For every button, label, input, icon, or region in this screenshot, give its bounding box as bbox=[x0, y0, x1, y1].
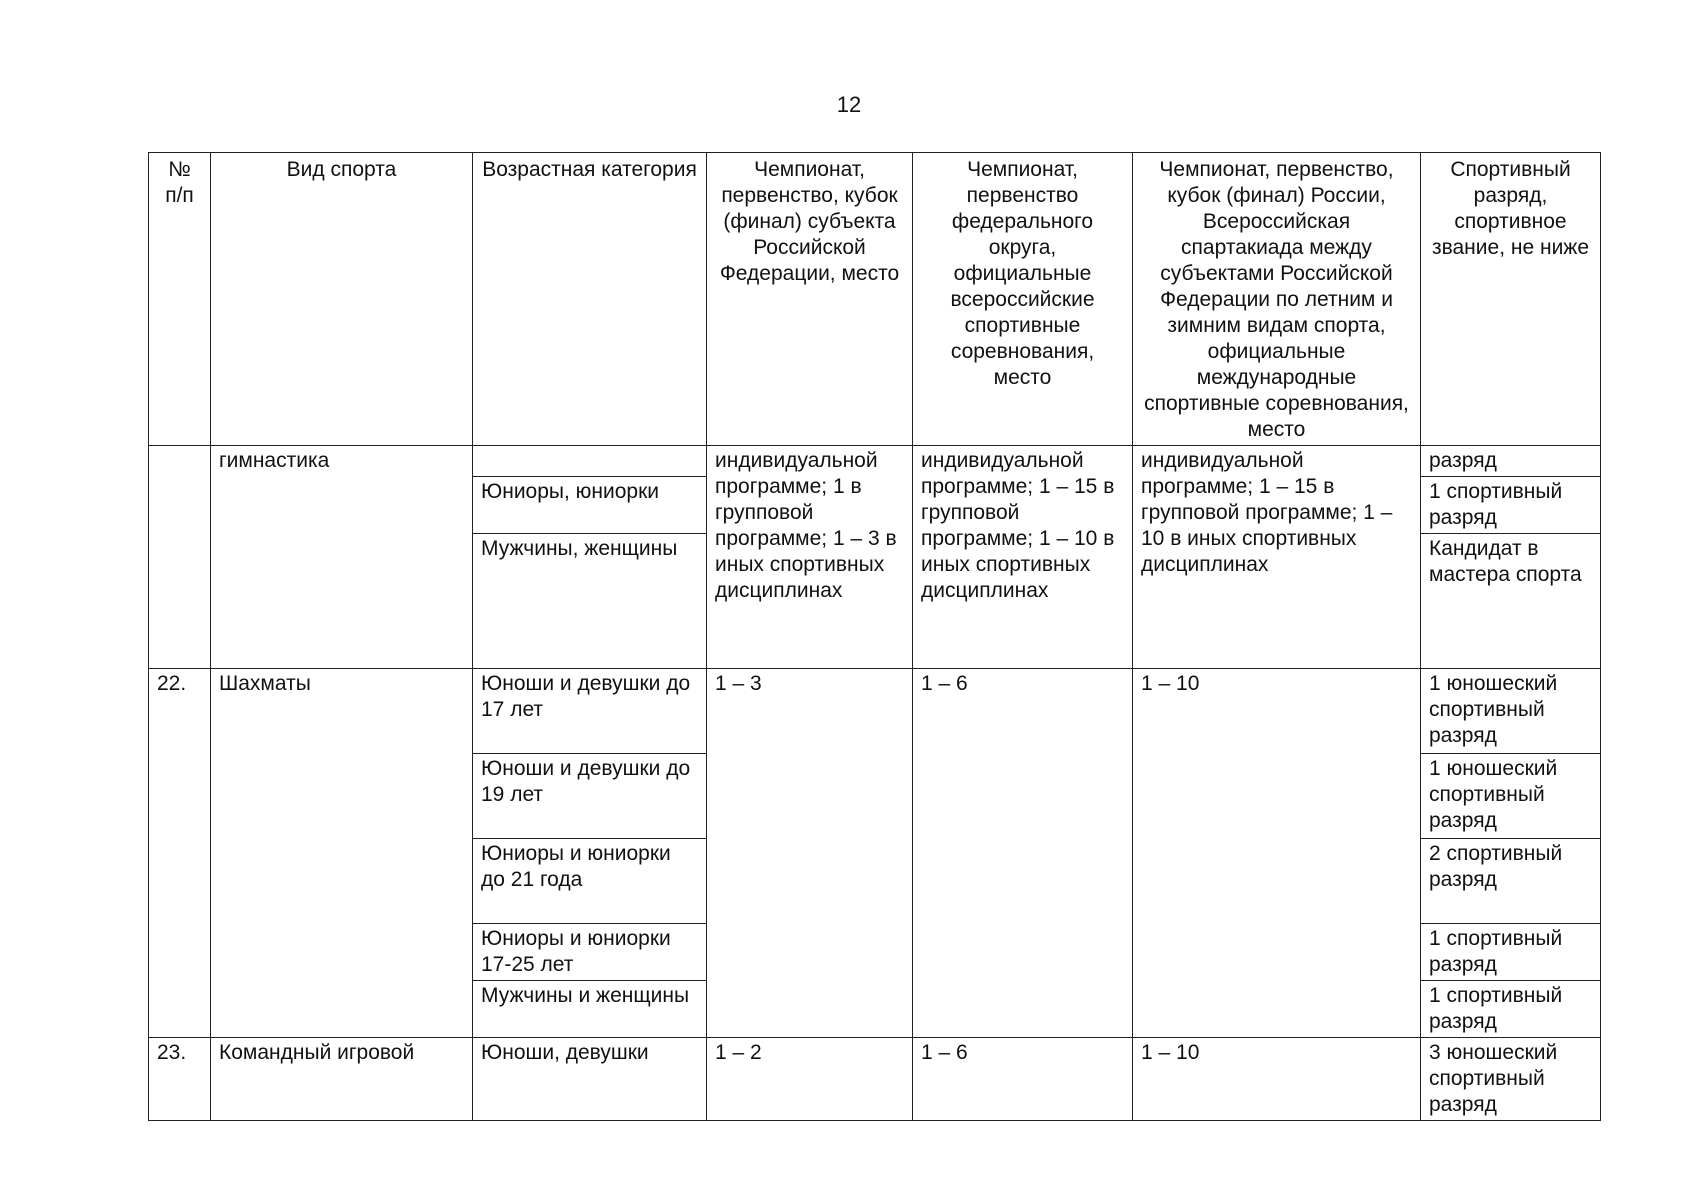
rank-cell: 1 юношеский спортивный разряд bbox=[1421, 754, 1601, 839]
rank-cell: 1 спортивный разряд bbox=[1421, 477, 1601, 534]
header-national: Чемпионат, первенство, кубок (финал) России, Всероссийская спартакиада между субъектами Российской Федерации по летним и зимним видам спорта, официальные международные спортивные соревнования, место bbox=[1133, 153, 1421, 446]
age-cell: Юниоры и юниорки до 21 года bbox=[473, 839, 707, 924]
regional-cell: 1 – 3 bbox=[707, 669, 913, 1038]
header-age: Возрастная категория bbox=[473, 153, 707, 446]
age-cell: Юниоры, юниорки bbox=[473, 477, 707, 534]
age-cell: Юниоры и юниорки 17-25 лет bbox=[473, 924, 707, 981]
rank-cell: 2 спортивный разряд bbox=[1421, 839, 1601, 924]
federal-cell: индивидуальной программе; 1 – 15 в групповой программе; 1 – 10 в иных спортивных дисциплинах bbox=[913, 446, 1133, 669]
page-number: 12 bbox=[836, 92, 862, 117]
rank-cell: 1 спортивный разряд bbox=[1421, 924, 1601, 981]
rank-cell: 3 юношеский спортивный разряд bbox=[1421, 1038, 1601, 1121]
sport-cell: Командный игровой bbox=[211, 1038, 473, 1121]
sports-ranks-table bbox=[148, 152, 1601, 1121]
sport-cell: гимнастика bbox=[211, 446, 473, 669]
rank-cell: разряд bbox=[1421, 446, 1601, 477]
header-federal: Чемпионат, первенство федерального округа, официальные всероссийские спортивные соревнования, место bbox=[913, 153, 1133, 446]
national-cell: индивидуальной программе; 1 – 15 в групповой программе; 1 – 10 в иных спортивных дисциплинах bbox=[1133, 446, 1421, 669]
row-num-cell: 23. bbox=[149, 1038, 211, 1121]
row-num-cell bbox=[149, 446, 211, 669]
table-row bbox=[149, 446, 1601, 477]
sport-cell: Шахматы bbox=[211, 669, 473, 1038]
table-header-row bbox=[149, 153, 1601, 446]
age-cell: Мужчины, женщины bbox=[473, 534, 707, 669]
rank-cell: Кандидат в мастера спорта bbox=[1421, 534, 1601, 669]
table-row bbox=[149, 669, 1601, 754]
age-cell: Юноши и девушки до 19 лет bbox=[473, 754, 707, 839]
age-cell bbox=[473, 446, 707, 477]
age-cell: Юноши и девушки до 17 лет bbox=[473, 669, 707, 754]
age-cell: Юноши, девушки bbox=[473, 1038, 707, 1121]
header-sport: Вид спорта bbox=[211, 153, 473, 446]
age-cell: Мужчины и женщины bbox=[473, 981, 707, 1038]
national-cell: 1 – 10 bbox=[1133, 1038, 1421, 1121]
header-regional: Чемпионат, первенство, кубок (финал) субъекта Российской Федерации, место bbox=[707, 153, 913, 446]
row-num-cell: 22. bbox=[149, 669, 211, 1038]
header-rank: Спортивный разряд, спортивное звание, не ниже bbox=[1421, 153, 1601, 446]
header-num: № п/п bbox=[149, 153, 211, 446]
regional-cell: 1 – 2 bbox=[707, 1038, 913, 1121]
rank-cell: 1 юношеский спортивный разряд bbox=[1421, 669, 1601, 754]
federal-cell: 1 – 6 bbox=[913, 669, 1133, 1038]
national-cell: 1 – 10 bbox=[1133, 669, 1421, 1038]
federal-cell: 1 – 6 bbox=[913, 1038, 1133, 1121]
regional-cell: индивидуальной программе; 1 в групповой программе; 1 – 3 в иных спортивных дисциплинах bbox=[707, 446, 913, 669]
table-row bbox=[149, 1038, 1601, 1121]
rank-cell: 1 спортивный разряд bbox=[1421, 981, 1601, 1038]
